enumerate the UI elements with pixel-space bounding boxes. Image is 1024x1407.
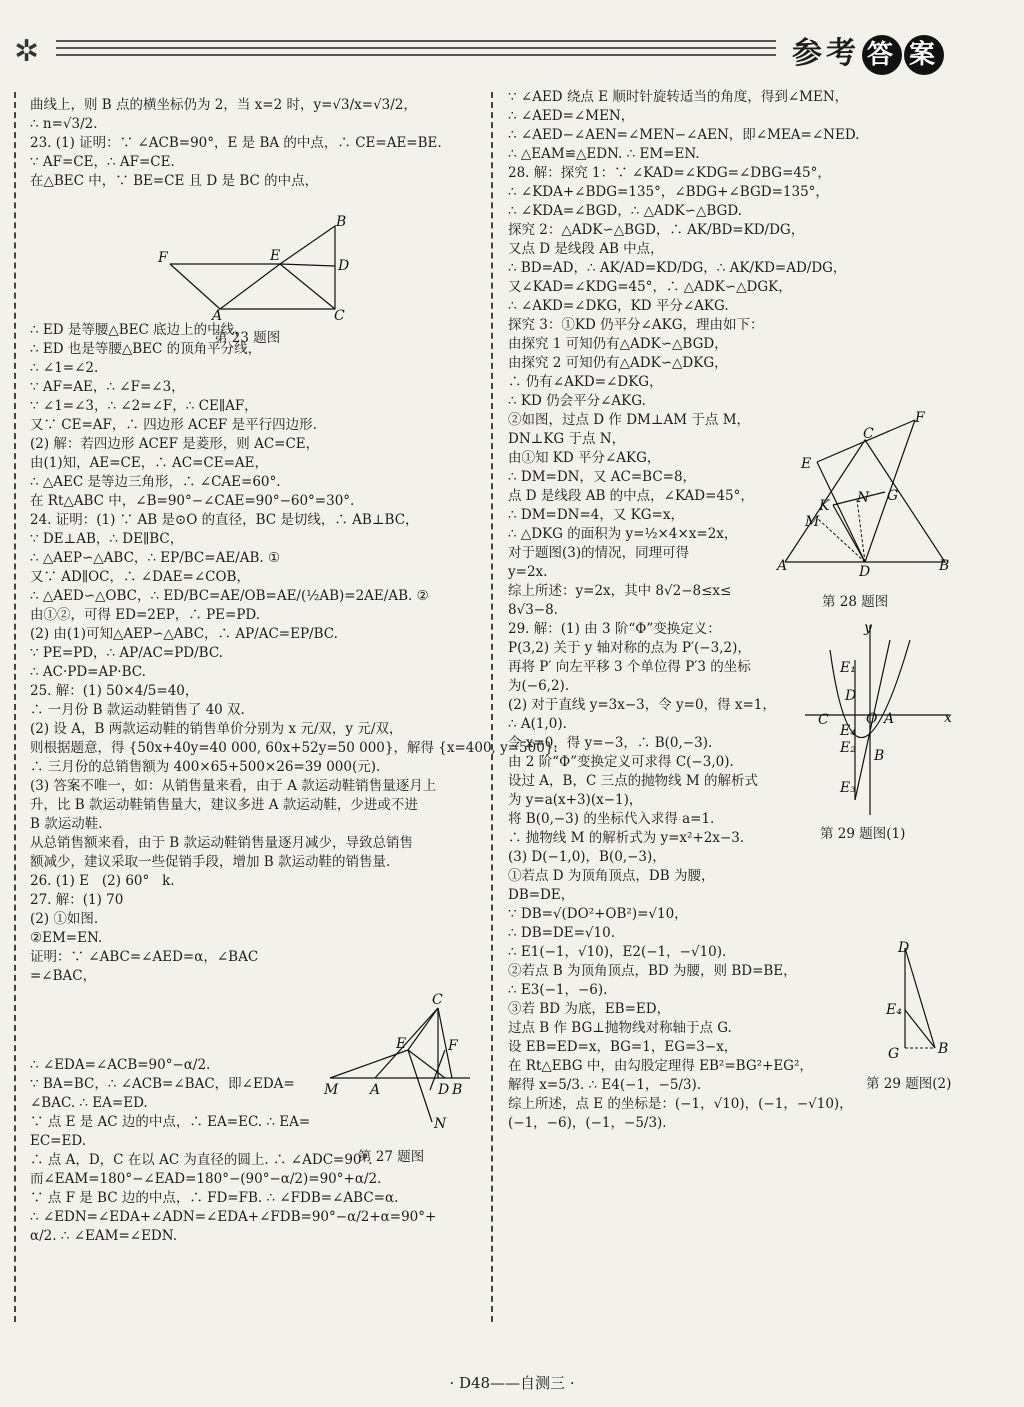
right-text-line: ∴ △EAM≌△EDN. ∴ EM=EN.	[508, 146, 700, 162]
right-text-line: (−1，−6)，(−1，−5/3).	[508, 1115, 667, 1131]
right-text-line: DN⊥KG 于点 N，	[508, 431, 626, 447]
left-text-line: ∴ ED 也是等腰△BEC 的顶角平分线，	[30, 341, 262, 357]
right-text-line: 在 Rt△EBG 中，由勾股定理得 EB²=BG²+EG²，	[508, 1058, 813, 1074]
left-text-line: ∴ △AED∽△OBC，∴ ED/BC=AE/OB=AE/(½AB)=2AE/AB. ②	[30, 588, 429, 604]
caption-fig23: 第 23 题图	[214, 330, 281, 346]
right-text-line: ∴ ∠AED=∠MEN，	[508, 108, 635, 124]
left-text-line: ∴ 点 A，D，C 在以 AC 为直径的圆上. ∴ ∠ADC=90°.	[30, 1152, 373, 1168]
left-text-line: 由①②，可得 ED=2EP，∴ PE=PD.	[30, 607, 261, 623]
left-text-line: 27. 解：(1) 70	[30, 892, 124, 908]
svg-text:E₁: E₁	[840, 660, 856, 676]
right-text-line: 由 2 阶“Φ”变换定义可求得 C(−3,0).	[508, 754, 734, 770]
right-text-line: 8√3−8.	[508, 602, 558, 618]
left-text-line: (2) 解：若四边形 ACEF 是菱形，则 AC=CE，	[30, 436, 320, 452]
svg-text:D: D	[859, 564, 871, 580]
left-text-line: ∴ ∠EDN=∠EDA+∠ADN=∠EDA+∠FDB=90°−α/2+α=90°+	[30, 1209, 437, 1225]
svg-text:A: A	[884, 711, 895, 727]
right-text-line: 过点 B 作 BG⊥抛物线对称轴于点 G.	[508, 1020, 732, 1036]
svg-text:G: G	[887, 488, 899, 504]
page-header	[0, 0, 1024, 80]
right-text-line: ∴ DM=DN=4，又 KG=x，	[508, 507, 684, 523]
left-text-line: ∵ PE=PD，∴ AP/AC=PD/BC.	[30, 645, 223, 661]
right-text-line: ∴ DB=DE=√10.	[508, 925, 615, 941]
svg-text:M: M	[805, 514, 820, 530]
left-text-line: 在△BEC 中，∵ BE=CE 且 D 是 BC 的中点，	[30, 173, 319, 189]
left-text-line: EC=ED.	[30, 1133, 86, 1149]
figure-27	[320, 990, 480, 1130]
gear-icon: ✲	[14, 34, 40, 69]
svg-text:A: A	[370, 1082, 381, 1098]
left-text-line: α/2. ∴ ∠EAM=∠EDN.	[30, 1228, 177, 1244]
left-text-line: ∴ 三月份的总销售额为 400×65+500×26=39 000(元).	[30, 759, 381, 775]
figure-23	[150, 214, 370, 324]
right-text-line: y=2x.	[508, 564, 548, 580]
left-text-line: ∵ BA=BC，∴ ∠ACB=∠BAC，即∠EDA=	[30, 1076, 295, 1092]
right-text-line: ②如图，过点 D 作 DM⊥AM 于点 M，	[508, 412, 751, 428]
left-text-line: 则根据题意，得 {50x+40y=40 000, 60x+52y=50 000}，解得 {x=400, y=500}.	[30, 740, 558, 756]
left-text-line: 而∠EAM=180°−∠EAD=180°−(90°−α/2)=90°+α/2.	[30, 1171, 382, 1187]
right-text-line: 为(−6,2).	[508, 678, 570, 694]
caption-fig27: 第 27 题图	[358, 1149, 425, 1165]
right-text-line: ∴ ∠KDA=∠BGD，∴ △ADK∽△BGD.	[508, 203, 742, 219]
caption-fig29b: 第 29 题图(2)	[866, 1076, 952, 1092]
svg-text:D: D	[338, 258, 350, 274]
right-text-line: ∴ 仍有∠AKD=∠DKG，	[508, 374, 663, 390]
right-text-line: 又点 D 是线段 AB 中点，	[508, 241, 664, 257]
right-text-line: 令 x=0，得 y=−3，∴ B(0,−3).	[508, 735, 713, 751]
svg-text:C: C	[334, 308, 345, 324]
svg-text:E₄: E₄	[840, 723, 856, 739]
svg-text:F: F	[158, 250, 168, 266]
svg-text:K: K	[819, 498, 830, 514]
right-text-line: 综上所述：y=2x，其中 8√2−8≤x≤	[508, 583, 732, 599]
column-divider	[491, 92, 493, 1322]
left-text-line: ∴ △AEP∽△ABC，∴ EP/BC=AE/AB. ①	[30, 550, 281, 566]
left-text-line: 26. (1) E (2) 60° k.	[30, 873, 175, 889]
right-text-line: 为 y=a(x+3)(x−1)，	[508, 792, 643, 808]
right-text-line: ∴ BD=AD，∴ AK/AD=KD/DG，∴ AK/KD=AD/DG，	[508, 260, 847, 276]
svg-text:E₂: E₂	[840, 740, 856, 756]
svg-text:A: A	[212, 308, 223, 324]
left-text-line: ∵ 点 E 是 AC 边的中点，∴ EA=EC. ∴ EA=	[30, 1114, 311, 1130]
right-text-line: 又∠KAD=∠KDG=45°，∴ △ADK∽△DGK，	[508, 279, 792, 295]
right-text-line: 再将 P′ 向左平移 3 个单位得 P′3 的坐标	[508, 659, 751, 675]
left-text-line: 升，比 B 款运动鞋销售量大，建议多进 A 款运动鞋，少进或不进	[30, 797, 418, 813]
right-text-line: ∴ ∠AED−∠AEN=∠MEN−∠AEN，即∠MEA=∠NED.	[508, 127, 860, 143]
left-text-line: 曲线上，则 B 点的横坐标仍为 2，当 x=2 时，y=√3/x=√3/2，	[30, 97, 417, 113]
svg-text:B: B	[939, 558, 950, 574]
left-text-line: ∴ ∠1=∠2.	[30, 360, 99, 376]
left-text-line: ∵ AF=AE，∴ ∠F=∠3，	[30, 379, 185, 395]
left-text-line: ∵ 点 F 是 BC 边的中点，∴ FD=FB. ∴ ∠FDB=∠ABC=α.	[30, 1190, 399, 1206]
figure-29-2	[880, 938, 960, 1063]
right-text-line: ∵ DB=√(DO²+OB²)=√10，	[508, 906, 688, 922]
left-text-line: ∴ △AEC 是等边三角形，∴ ∠CAE=60°.	[30, 474, 281, 490]
left-text-line: 又∵ AD∥OC，∴ ∠DAE=∠COB，	[30, 569, 250, 585]
svg-text:E: E	[396, 1036, 407, 1052]
left-text-line: ∵ DE⊥AB，∴ DE∥BC，	[30, 531, 184, 547]
svg-text:D: D	[438, 1082, 450, 1098]
answer-badge-2: 案	[904, 35, 944, 75]
right-text-line: 将 B(0,−3) 的坐标代入求得 a=1.	[508, 811, 715, 827]
fig23-lines	[170, 226, 335, 309]
right-text-line: 由探究 1 可知仍有△ADK∽△BGD，	[508, 336, 728, 352]
right-text-line: (3) D(−1,0)，B(0,−3)，	[508, 849, 666, 865]
svg-text:x: x	[944, 710, 952, 726]
svg-text:D: D	[898, 940, 910, 956]
right-text-line: ②若点 B 为顶角顶点，BD 为腰，则 BD=BE，	[508, 963, 797, 979]
left-text-line: (2) 设 A，B 两款运动鞋的销售单价分别为 x 元/双，y 元/双，	[30, 721, 403, 737]
right-text-line: 综上所述，点 E 的坐标是：(−1，√10)，(−1，−√10)，	[508, 1096, 853, 1112]
svg-text:B: B	[874, 748, 885, 764]
left-text-line: ∴ ∠EDA=∠ACB=90°−α/2.	[30, 1057, 211, 1073]
svg-text:G: G	[888, 1046, 900, 1062]
left-text-line: 由(1)知，AE=CE，∴ AC=CE=AE，	[30, 455, 269, 471]
right-text-line: DB=DE，	[508, 887, 575, 903]
svg-text:F: F	[448, 1038, 458, 1054]
right-text-line: ∴ △DKG 的面积为 y=½×4×x=2x，	[508, 526, 738, 542]
svg-text:A: A	[777, 558, 788, 574]
svg-text:B: B	[336, 214, 347, 230]
right-text-line: 设 EB=ED=x，BG=1，EG=3−x，	[508, 1039, 738, 1055]
caption-fig29a: 第 29 题图(1)	[820, 826, 906, 842]
left-text-line: (2) 由(1)可知△AEP∽△ABC，∴ AP/AC=EP/BC.	[30, 626, 338, 642]
right-text-line: ∴ ∠KDA+∠BDG=135°，∠BDG+∠BGD=135°，	[508, 184, 829, 200]
right-text-line: P(3,2) 关于 y 轴对称的点为 P′(−3,2)，	[508, 640, 751, 656]
svg-text:O: O	[866, 711, 878, 727]
right-text-line: ∴ DM=DN，又 AC=BC=8，	[508, 469, 697, 485]
left-text-line: 又∵ CE=AF，∴ 四边形 ACEF 是平行四边形.	[30, 417, 317, 433]
left-text-line: 在 Rt△ABC 中，∠B=90°−∠CAE=90°−60°=30°.	[30, 493, 355, 509]
svg-text:B: B	[452, 1082, 463, 1098]
answer-badge-1: 答	[862, 35, 902, 75]
svg-text:C: C	[432, 992, 443, 1008]
left-text-line: (2) ①如图.	[30, 911, 99, 927]
svg-text:E₄: E₄	[886, 1002, 902, 1018]
svg-text:M: M	[324, 1082, 339, 1098]
page-footer: · D48——自测三 ·	[449, 1374, 575, 1392]
svg-text:N: N	[434, 1116, 447, 1130]
right-text-line: 探究 3：①KD 仍平分∠AKG，理由如下：	[508, 317, 764, 333]
left-text-line: 证明：∵ ∠ABC=∠AED=α，∠BAC	[30, 949, 259, 965]
left-text-line: 23. (1) 证明：∵ ∠ACB=90°，E 是 BA 的中点，∴ CE=AE=BE.	[30, 135, 442, 151]
right-text-line: 对于题图(3)的情况，同理可得	[508, 545, 690, 561]
right-text-line: (2) 对于直线 y=3x−3，令 y=0，得 x=1，	[508, 697, 776, 713]
svg-text:E: E	[270, 248, 281, 264]
left-text-line: ∴ 一月份 B 款运动鞋销售了 40 双.	[30, 702, 245, 718]
right-text-line: ∴ E1(−1，√10)，E2(−1，−√10).	[508, 944, 727, 960]
right-text-line: ∵ ∠AED 绕点 E 顺时针旋转适当的角度，得到∠MEN，	[508, 89, 849, 105]
left-text-line: 额减少，建议采取一些促销手段，增加 B 款运动鞋的销售量.	[30, 854, 391, 870]
right-text-line: ∴ E3(−1，−6).	[508, 982, 608, 998]
left-text-line: ∵ AF=CE，∴ AF=CE.	[30, 154, 175, 170]
left-text-line: 25. 解：(1) 50×4/5=40，	[30, 683, 199, 699]
svg-text:B: B	[938, 1041, 949, 1057]
right-text-line: ①若点 D 为顶角顶点，DB 为腰，	[508, 868, 715, 884]
left-text-line: ∴ AC·PD=AP·BC.	[30, 664, 146, 680]
svg-text:D: D	[845, 688, 857, 704]
right-text-line: 点 D 是线段 AB 的中点，∠KAD=45°，	[508, 488, 754, 504]
left-text-line: ∴ n=√3/2.	[30, 116, 98, 132]
left-text-line: ∵ ∠1=∠3，∴ ∠2=∠F，∴ CE∥AF，	[30, 398, 258, 414]
left-text-line: =∠BAC，	[30, 968, 97, 984]
caption-fig28: 第 28 题图	[822, 594, 889, 610]
right-text-line: ③若 BD 为底，EB=ED，	[508, 1001, 671, 1017]
svg-text:E: E	[801, 456, 812, 472]
left-text-line: ②EM=EN.	[30, 930, 103, 946]
svg-text:E₃: E₃	[840, 780, 856, 796]
svg-text:C: C	[863, 426, 874, 442]
right-text-line: 设过 A，B，C 三点的抛物线 M 的解析式	[508, 773, 758, 789]
svg-text:y: y	[864, 620, 872, 636]
right-text-line: ∴ 抛物线 M 的解析式为 y=x²+2x−3.	[508, 830, 745, 846]
left-text-line: ∴ ED 是等腰△BEC 底边上的中线，	[30, 322, 248, 338]
svg-text:C: C	[818, 712, 829, 728]
right-text-line: 29. 解：(1) 由 3 阶“Φ”变换定义：	[508, 621, 721, 637]
left-text-line: ∠BAC. ∴ EA=ED.	[30, 1095, 148, 1111]
right-text-line: 由探究 2 可知仍有△ADK∽△DKG，	[508, 355, 728, 371]
figure-29-1	[800, 620, 960, 820]
left-text-line: 24. 证明：(1) ∵ AB 是⊙O 的直径，BC 是切线，∴ AB⊥BC，	[30, 512, 419, 528]
right-text-line: 解得 x=5/3. ∴ E4(−1，−5/3).	[508, 1077, 702, 1093]
left-text-line: B 款运动鞋.	[30, 816, 103, 832]
header-rule	[56, 40, 776, 61]
svg-text:N: N	[857, 490, 870, 506]
figure-28	[775, 410, 955, 580]
right-text-line: ∴ A(1,0).	[508, 716, 567, 732]
right-text-line: 探究 2：△ADK∽△BGD，∴ AK/BD=KD/DG，	[508, 222, 805, 238]
right-text-line: ∴ KD 仍会平分∠AKG.	[508, 393, 646, 409]
right-text-line: 28. 解：探究 1：∵ ∠KAD=∠KDG=∠DBG=45°，	[508, 165, 831, 181]
left-text-line: 从总销售额来看，由于 B 款运动鞋销售量逐月减少，导致总销售	[30, 835, 414, 851]
header-title: 参考 答 案	[792, 28, 944, 75]
left-text-line: (3) 答案不唯一，如：从销售量来看，由于 A 款运动鞋销售量逐月上	[30, 778, 437, 794]
svg-text:F: F	[915, 410, 925, 426]
right-text-line: 由①知 KD 平分∠AKG，	[508, 450, 661, 466]
right-text-line: ∴ ∠AKD=∠DKG，KD 平分∠AKG.	[508, 298, 729, 314]
left-margin-rule	[14, 92, 16, 1322]
